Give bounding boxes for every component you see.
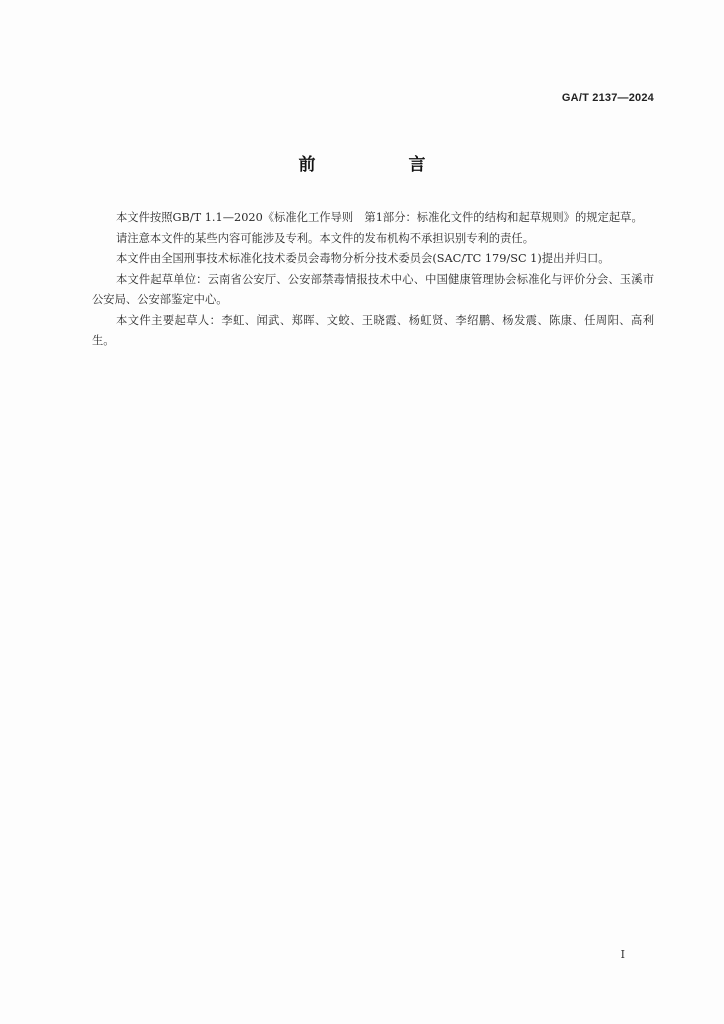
page-number: I <box>620 948 625 961</box>
paragraph-drafting-units: 本文件起草单位：云南省公安厅、公安部禁毒情报技术中心、中国健康管理协会标准化与评价分会、玉溪市公安局、公安部鉴定中心。 <box>92 272 654 306</box>
standard-code: GA/T 2137—2024 <box>561 92 654 104</box>
paragraph-patent-notice: 请注意本文件的某些内容可能涉及专利。本文件的发布机构不承担识别专利的责任。 <box>116 231 534 245</box>
foreword-body <box>92 208 654 352</box>
paragraph-drafters: 本文件主要起草人：李虹、闻武、郑晖、文蛟、王晓霞、杨虹贤、李绍鹏、杨发震、陈康、任周阳、高利生。 <box>92 313 654 347</box>
paragraph-drafting-rules: 本文件按照GB/T 1.1—2020《标准化工作导则 第1部分：标准化文件的结构和起草规则》的规定起草。 <box>116 211 643 224</box>
paragraph-proposer: 本文件由全国刑事技术标准化技术委员会毒物分析分技术委员会(SAC/TC 179/SC 1)提出并归口。 <box>116 252 610 265</box>
page-title: 前 言 <box>298 155 464 175</box>
